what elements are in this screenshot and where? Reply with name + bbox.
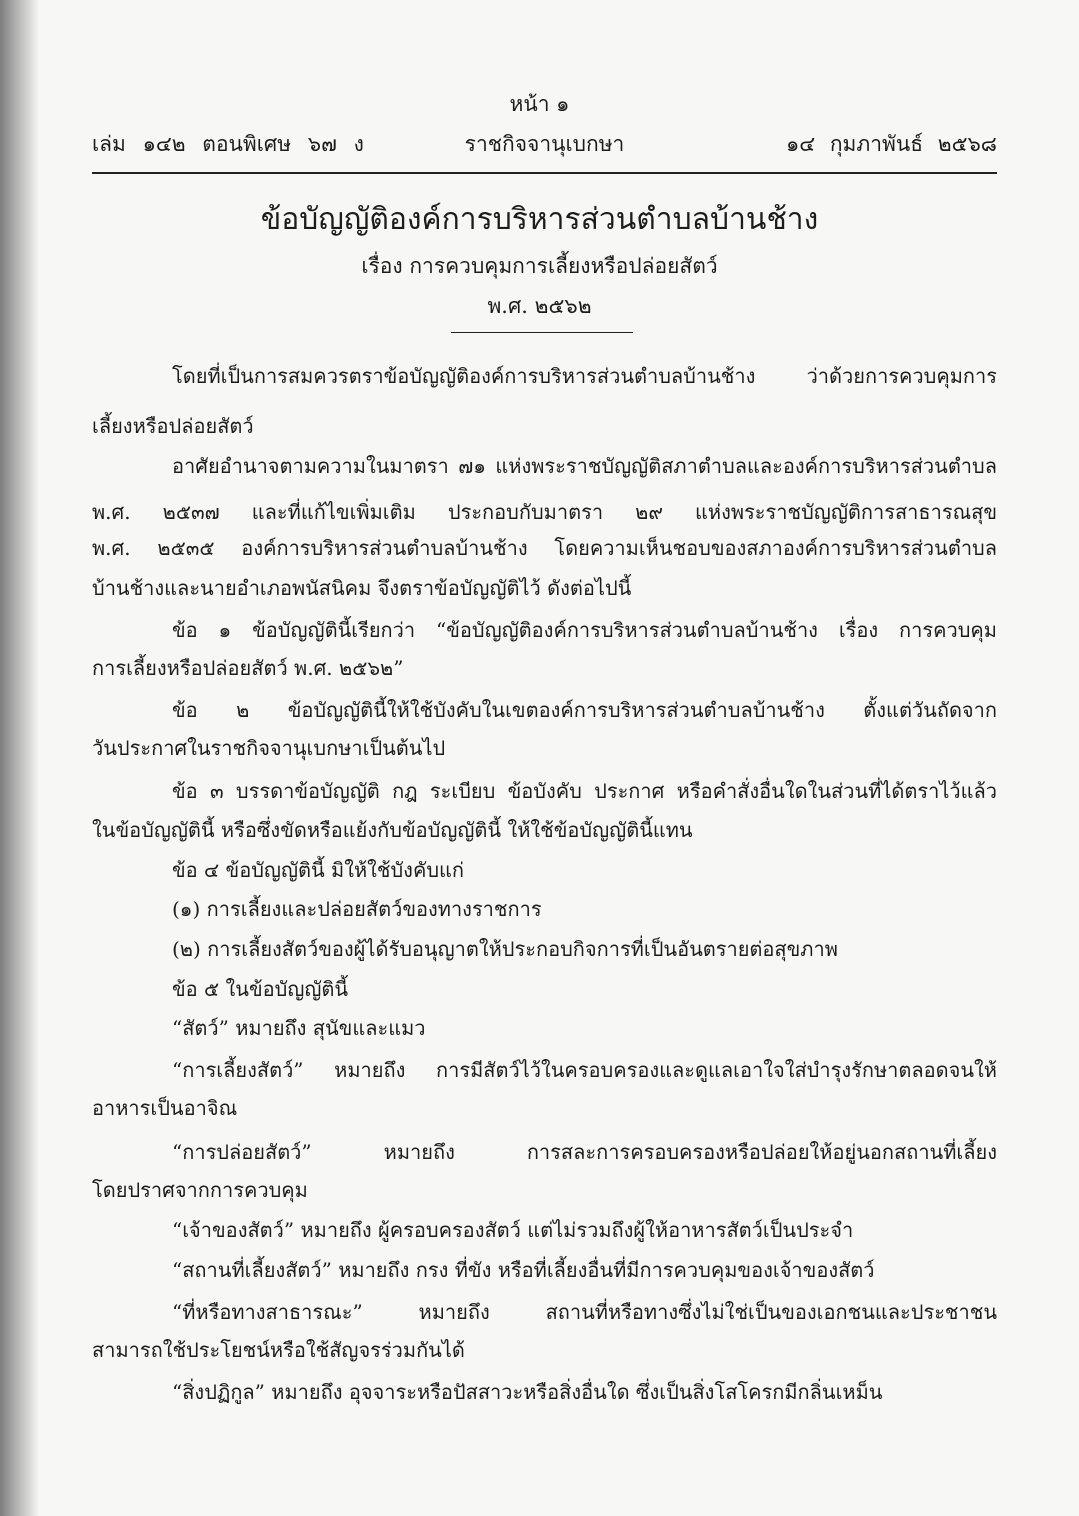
body-line: “สัตว์” หมายถึง สุนัขและแมว: [172, 1016, 426, 1040]
volume-issue: เล่ม ๑๔๒ ตอนพิเศษ ๖๗ ง: [92, 132, 364, 156]
body-line: “ที่หรือทางสาธารณะ” หมายถึง สถานที่หรือทางซึ่งไม่ใช่เป็นของเอกชนและประชาชน: [172, 1300, 997, 1324]
body-line: (๒) การเลี้ยงสัตว์ของผู้ได้รับอนุญาตให้ประกอบกิจการที่เป็นอันตรายต่อสุขภาพ: [172, 937, 838, 961]
document-year: พ.ศ. ๒๕๖๒: [487, 294, 592, 318]
body-line: การเลี้ยงหรือปล่อยสัตว์ พ.ศ. ๒๕๖๒”: [92, 656, 404, 680]
body-line: “สิ่งปฏิกูล” หมายถึง อุจจาระหรือปัสสาวะหรือสิ่งอื่นใด ซึ่งเป็นสิ่งโสโครกมีกลิ่นเหม็น: [172, 1380, 883, 1404]
body-line: “การเลี้ยงสัตว์” หมายถึง การมีสัตว์ไว้ในครอบครองและดูแลเอาใจใส่บำรุงรักษาตลอดจนให้: [172, 1058, 997, 1082]
body-line: (๑) การเลี้ยงและปล่อยสัตว์ของทางราชการ: [172, 897, 542, 921]
page-number: หน้า ๑: [509, 92, 570, 116]
header-divider: [92, 172, 997, 174]
body-line: โดยปราศจากการควบคุม: [92, 1178, 308, 1202]
body-line: ข้อ ๔ ข้อบัญญัตินี้ มิให้ใช้บังคับแก่: [172, 858, 465, 882]
body-line: อาหารเป็นอาจิณ: [92, 1096, 238, 1120]
body-line: ข้อ ๕ ในข้อบัญญัตินี้: [172, 977, 349, 1001]
title-divider: [451, 332, 633, 333]
body-line: เลี้ยงหรือปล่อยสัตว์: [92, 414, 254, 438]
body-line: “เจ้าของสัตว์” หมายถึง ผู้ครอบครองสัตว์ แต่ไม่รวมถึงผู้ให้อาหารสัตว์เป็นประจำ: [172, 1218, 854, 1242]
body-line: ข้อ ๓ บรรดาข้อบัญญัติ กฎ ระเบียบ ข้อบังคับ ประกาศ หรือคำสั่งอื่นใดในส่วนที่ได้ตราไว้แล้ว: [172, 779, 997, 803]
body-line: “สถานที่เลี้ยงสัตว์” หมายถึง กรง ที่ขัง หรือที่เลี้ยงอื่นที่มีการควบคุมของเจ้าของสัตว์: [172, 1258, 875, 1282]
body-line: วันประกาศในราชกิจจานุเบกษาเป็นต้นไป: [92, 736, 446, 760]
body-line: โดยที่เป็นการสมควรตราข้อบัญญัติองค์การบริหารส่วนตำบลบ้านช้าง ว่าด้วยการควบคุมการ: [172, 364, 997, 388]
gazette-name: ราชกิจจานุเบกษา: [464, 132, 625, 156]
body-line: พ.ศ. ๒๕๓๕ องค์การบริหารส่วนตำบลบ้านช้าง โดยความเห็นชอบของสภาองค์การบริหารส่วนตำบล: [92, 536, 997, 560]
document-title: ข้อบัญญัติองค์การบริหารส่วนตำบลบ้านช้าง: [260, 202, 819, 237]
body-line: อาศัยอำนาจตามความในมาตรา ๗๑ แห่งพระราชบัญญัติสภาตำบลและองค์การบริหารส่วนตำบล: [172, 454, 997, 478]
body-line: ข้อ ๑ ข้อบัญญัตินี้เรียกว่า “ข้อบัญญัติองค์การบริหารส่วนตำบลบ้านช้าง เรื่อง การควบคุม: [172, 618, 997, 642]
gazette-header: [92, 128, 997, 160]
body-line: “การปล่อยสัตว์” หมายถึง การสละการครอบครองหรือปล่อยให้อยู่นอกสถานที่เลี้ยง: [172, 1140, 997, 1164]
body-line: ในข้อบัญญัตินี้ หรือซึ่งขัดหรือแย้งกับข้อบัญญัตินี้ ให้ใช้ข้อบัญญัตินี้แทน: [92, 818, 693, 842]
body-line: สามารถใช้ประโยชน์หรือใช้สัญจรร่วมกันได้: [92, 1338, 465, 1362]
body-line: พ.ศ. ๒๕๓๗ และที่แก้ไขเพิ่มเติม ประกอบกับมาตรา ๒๙ แห่งพระราชบัญญัติการสาธารณสุข: [92, 500, 997, 524]
publication-date: ๑๔ กุมภาพันธ์ ๒๕๖๘: [785, 132, 997, 156]
body-line: ข้อ ๒ ข้อบัญญัตินี้ให้ใช้บังคับในเขตองค์การบริหารส่วนตำบลบ้านช้าง ตั้งแต่วันถัดจาก: [172, 698, 997, 722]
body-line: บ้านช้างและนายอำเภอพนัสนิคม จึงตราข้อบัญญัติไว้ ดังต่อไปนี้: [92, 576, 632, 600]
document-subtitle: เรื่อง การควบคุมการเลี้ยงหรือปล่อยสัตว์: [361, 254, 718, 278]
